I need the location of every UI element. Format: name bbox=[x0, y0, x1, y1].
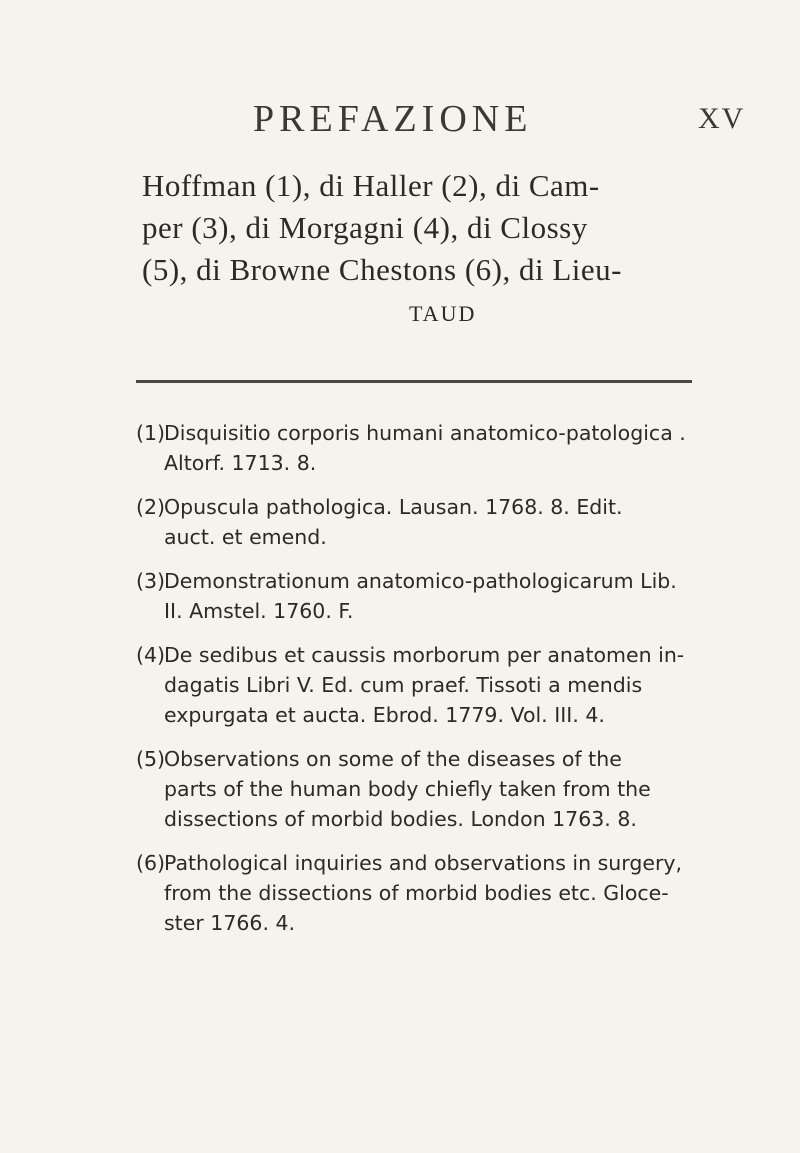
footnote-text bbox=[164, 418, 696, 478]
footnote-number: (3) bbox=[136, 569, 166, 593]
footnote-number: (4) bbox=[136, 643, 166, 667]
footnote-line: parts of the human body chiefly taken from the bbox=[164, 777, 651, 801]
footnote-line: Observations on some of the diseases of the bbox=[164, 747, 622, 771]
footnote-line: ster 1766. 4. bbox=[164, 911, 296, 935]
page-header bbox=[0, 97, 800, 147]
footnote bbox=[136, 640, 696, 730]
footnote bbox=[136, 418, 696, 478]
footnote-number: (6) bbox=[136, 851, 166, 875]
footnote-number: (2) bbox=[136, 495, 166, 519]
footnote-line: dissections of morbid bodies. London 1763. 8. bbox=[164, 807, 637, 831]
footnote-text bbox=[164, 566, 696, 626]
footnote-line: expurgata et aucta. Ebrod. 1779. Vol. III. 4. bbox=[164, 703, 605, 727]
footnote-text bbox=[164, 848, 696, 938]
footnote-number: (1) bbox=[136, 421, 166, 445]
body-line: per (3), di Morgagni (4), di Clossy bbox=[142, 210, 588, 245]
footnote-line: Pathological inquiries and observations in surgery, bbox=[164, 851, 683, 875]
footnotes bbox=[136, 418, 696, 952]
footnote-line: from the dissections of morbid bodies etc. Gloce- bbox=[164, 881, 669, 905]
footnote bbox=[136, 744, 696, 834]
footnote bbox=[136, 848, 696, 938]
body-line: Hoffman (1), di Haller (2), di Cam- bbox=[142, 168, 600, 203]
footnote bbox=[136, 566, 696, 626]
footnote bbox=[136, 492, 696, 552]
page-number: XV bbox=[698, 102, 746, 135]
footnote-line: auct. et emend. bbox=[164, 525, 327, 549]
running-title: PREFAZIONE bbox=[253, 98, 533, 140]
footnote-line: Disquisitio corporis humani anatomico-patologica . bbox=[164, 421, 686, 445]
footnote-line: De sedibus et caussis morborum per anatomen in- bbox=[164, 643, 685, 667]
footnote-text bbox=[164, 744, 696, 834]
footnote-line: dagatis Libri V. Ed. cum praef. Tissoti a mendis bbox=[164, 673, 643, 697]
footnote-separator-rule bbox=[136, 380, 692, 383]
footnote-number: (5) bbox=[136, 747, 166, 771]
body-line: (5), di Browne Chestons (6), di Lieu- bbox=[142, 252, 622, 287]
footnote-line: Demonstrationum anatomico-pathologicarum Lib. bbox=[164, 569, 677, 593]
body-line: TAUD bbox=[409, 301, 477, 326]
footnote-text bbox=[164, 492, 696, 552]
footnote-text bbox=[164, 640, 696, 730]
footnote-line: Altorf. 1713. 8. bbox=[164, 451, 317, 475]
footnote-line: II. Amstel. 1760. F. bbox=[164, 599, 354, 623]
footnote-line: Opuscula pathologica. Lausan. 1768. 8. Edit. bbox=[164, 495, 623, 519]
